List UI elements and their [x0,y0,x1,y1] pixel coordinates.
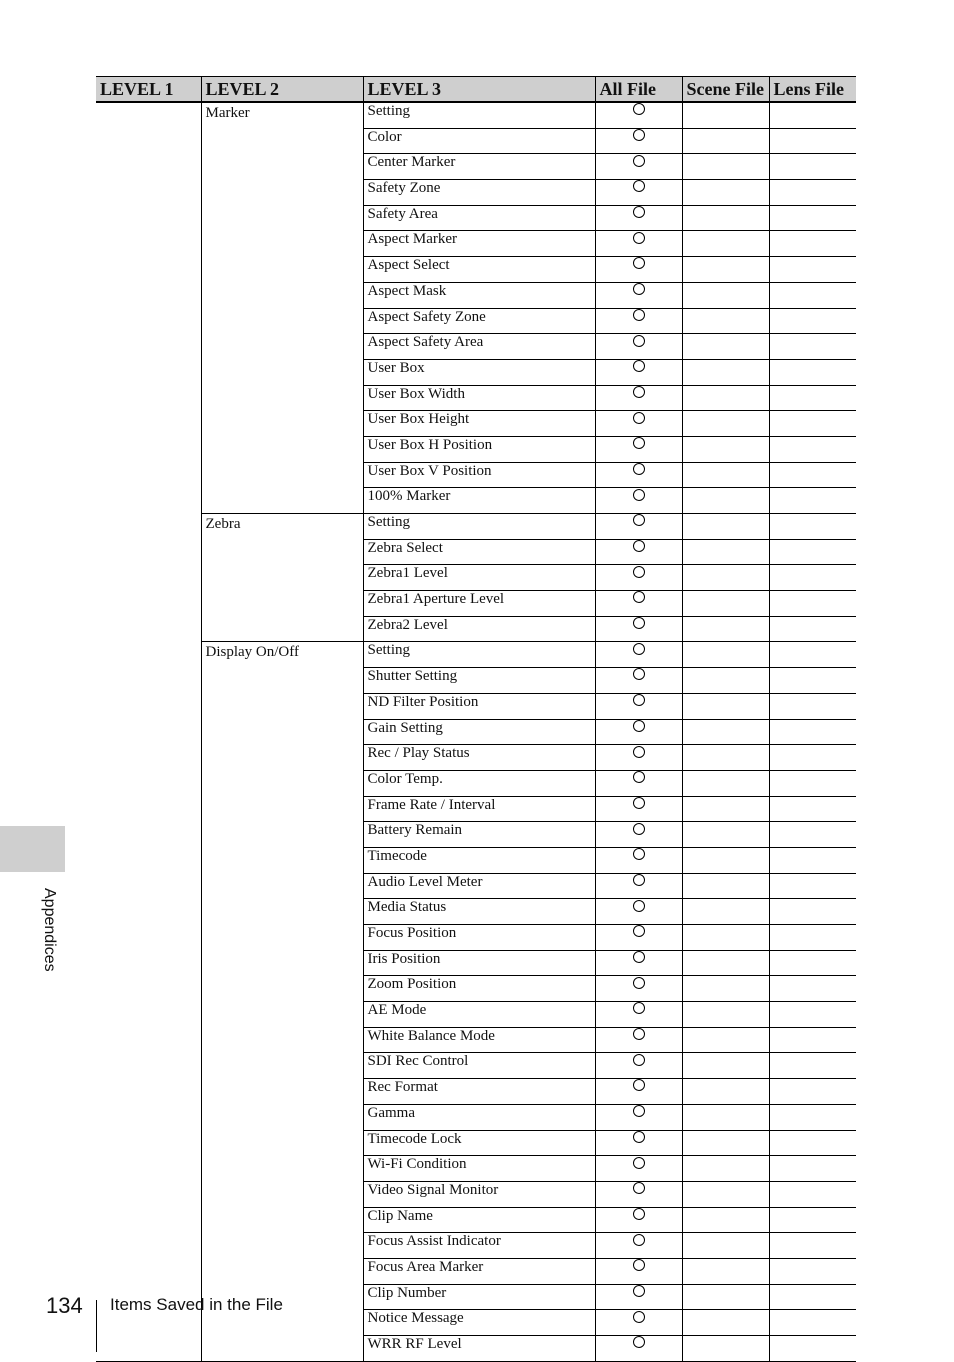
saved-circle-icon [633,771,645,783]
lens-file-cell [769,308,856,334]
level-3-cell: Iris Position [363,950,595,976]
level-3-cell: Focus Assist Indicator [363,1233,595,1259]
all-file-cell [595,436,682,462]
scene-file-cell [682,925,769,951]
all-file-cell [595,1336,682,1362]
all-file-cell [595,642,682,668]
all-file-cell [595,565,682,591]
section-label: Appendices [41,888,58,972]
scene-file-cell [682,950,769,976]
scene-file-cell [682,514,769,540]
lens-file-cell [769,436,856,462]
scene-file-cell [682,1258,769,1284]
scene-file-cell [682,1104,769,1130]
all-file-cell [595,308,682,334]
saved-circle-icon [633,1234,645,1246]
saved-circle-icon [633,335,645,347]
saved-circle-icon [633,823,645,835]
saved-circle-icon [633,591,645,603]
scene-file-cell [682,385,769,411]
lens-file-cell [769,770,856,796]
saved-circle-icon [633,617,645,629]
level-3-cell: Frame Rate / Interval [363,796,595,822]
saved-circle-icon [633,1002,645,1014]
all-file-cell [595,1284,682,1310]
saved-circle-icon [633,1208,645,1220]
level-3-cell: Color [363,128,595,154]
lens-file-cell [769,616,856,642]
header-level-1: LEVEL 1 [96,77,201,103]
lens-file-cell [769,1310,856,1336]
scene-file-cell [682,282,769,308]
level-3-cell: AE Mode [363,1002,595,1028]
lens-file-cell [769,642,856,668]
saved-circle-icon [633,874,645,886]
scene-file-cell [682,591,769,617]
scene-file-cell [682,1027,769,1053]
level-3-cell: Zebra1 Level [363,565,595,591]
all-file-cell [595,1130,682,1156]
scene-file-cell [682,642,769,668]
scene-file-cell [682,1181,769,1207]
all-file-cell [595,411,682,437]
lens-file-cell [769,462,856,488]
saved-circle-icon [633,1079,645,1091]
level-3-cell: User Box V Position [363,462,595,488]
lens-file-cell [769,693,856,719]
level-3-cell: Aspect Marker [363,231,595,257]
saved-circle-icon [633,180,645,192]
level-3-cell: Aspect Safety Zone [363,308,595,334]
scene-file-cell [682,847,769,873]
page-number: 134 [46,1293,83,1318]
all-file-cell [595,385,682,411]
saved-circle-icon [633,977,645,989]
saved-circle-icon [633,694,645,706]
saved-circle-icon [633,232,645,244]
saved-circle-icon [633,360,645,372]
scene-file-cell [682,668,769,694]
level-3-cell: User Box H Position [363,436,595,462]
scene-file-cell [682,1156,769,1182]
all-file-cell [595,514,682,540]
saved-circle-icon [633,951,645,963]
level-1-cell [96,102,201,1361]
level-3-cell: User Box Height [363,411,595,437]
all-file-cell [595,231,682,257]
all-file-cell [595,539,682,565]
table-row [96,514,856,540]
saved-circle-icon [633,309,645,321]
level-3-cell: Zebra1 Aperture Level [363,591,595,617]
all-file-cell [595,205,682,231]
section-tab [0,826,65,872]
lens-file-cell [769,847,856,873]
lens-file-cell [769,1258,856,1284]
lens-file-cell [769,154,856,180]
lens-file-cell [769,128,856,154]
saved-circle-icon [633,514,645,526]
level-3-cell: Gain Setting [363,719,595,745]
saved-circle-icon [633,1157,645,1169]
scene-file-cell [682,1207,769,1233]
saved-circle-icon [633,900,645,912]
lens-file-cell [769,1027,856,1053]
level-3-cell: Safety Area [363,205,595,231]
saved-circle-icon [633,566,645,578]
saved-circle-icon [633,386,645,398]
lens-file-cell [769,950,856,976]
level-3-cell: Shutter Setting [363,668,595,694]
level-3-cell: Setting [363,514,595,540]
level-3-cell: Wi-Fi Condition [363,1156,595,1182]
level-3-cell: Center Marker [363,154,595,180]
lens-file-cell [769,359,856,385]
scene-file-cell [682,822,769,848]
footer-title: Items Saved in the File [110,1295,283,1314]
scene-file-cell [682,565,769,591]
saved-circle-icon [633,1259,645,1271]
saved-circle-icon [633,463,645,475]
level-2-cell: Display On/Off [201,642,363,1361]
scene-file-cell [682,436,769,462]
all-file-cell [595,1156,682,1182]
scene-file-cell [682,462,769,488]
header-lens-file: Lens File [769,77,856,103]
level-3-cell: Aspect Mask [363,282,595,308]
table-row [96,102,856,128]
all-file-cell [595,102,682,128]
saved-circle-icon [633,925,645,937]
scene-file-cell [682,796,769,822]
scene-file-cell [682,128,769,154]
scene-file-cell [682,488,769,514]
level-3-cell: ND Filter Position [363,693,595,719]
lens-file-cell [769,565,856,591]
lens-file-cell [769,1207,856,1233]
saved-circle-icon [633,206,645,218]
lens-file-cell [769,745,856,771]
lens-file-cell [769,488,856,514]
lens-file-cell [769,257,856,283]
saved-circle-icon [633,257,645,269]
scene-file-cell [682,745,769,771]
lens-file-cell [769,1079,856,1105]
scene-file-cell [682,539,769,565]
level-3-cell: Setting [363,642,595,668]
scene-file-cell [682,154,769,180]
level-3-cell: Media Status [363,899,595,925]
saved-circle-icon [633,1131,645,1143]
all-file-cell [595,1079,682,1105]
level-3-cell: Audio Level Meter [363,873,595,899]
scene-file-cell [682,976,769,1002]
all-file-cell [595,257,682,283]
scene-file-cell [682,770,769,796]
saved-circle-icon [633,1105,645,1117]
lens-file-cell [769,1130,856,1156]
level-3-cell: Rec Format [363,1079,595,1105]
level-3-cell: Clip Number [363,1284,595,1310]
scene-file-cell [682,308,769,334]
saved-circle-icon [633,129,645,141]
table-row [96,642,856,668]
lens-file-cell [769,1181,856,1207]
all-file-cell [595,1104,682,1130]
scene-file-cell [682,1310,769,1336]
lens-file-cell [769,334,856,360]
scene-file-cell [682,257,769,283]
all-file-cell [595,334,682,360]
all-file-cell [595,1233,682,1259]
level-3-cell: Focus Area Marker [363,1258,595,1284]
level-3-cell: Gamma [363,1104,595,1130]
all-file-cell [595,1258,682,1284]
all-file-cell [595,1027,682,1053]
level-2-cell: Zebra [201,514,363,642]
saved-circle-icon [633,1285,645,1297]
table-header-row [96,77,856,103]
header-scene-file: Scene File [682,77,769,103]
lens-file-cell [769,1002,856,1028]
level-3-cell: Rec / Play Status [363,745,595,771]
all-file-cell [595,745,682,771]
settings-table [96,76,856,1362]
level-3-cell: Safety Zone [363,180,595,206]
lens-file-cell [769,411,856,437]
scene-file-cell [682,1336,769,1362]
level-3-cell: Aspect Select [363,257,595,283]
all-file-cell [595,359,682,385]
level-3-cell: 100% Marker [363,488,595,514]
saved-circle-icon [633,489,645,501]
saved-circle-icon [633,668,645,680]
all-file-cell [595,976,682,1002]
scene-file-cell [682,411,769,437]
level-3-cell: Zebra2 Level [363,616,595,642]
level-3-cell: User Box [363,359,595,385]
all-file-cell [595,796,682,822]
lens-file-cell [769,925,856,951]
scene-file-cell [682,1130,769,1156]
all-file-cell [595,719,682,745]
scene-file-cell [682,693,769,719]
all-file-cell [595,282,682,308]
lens-file-cell [769,514,856,540]
all-file-cell [595,668,682,694]
level-3-cell: Color Temp. [363,770,595,796]
lens-file-cell [769,976,856,1002]
lens-file-cell [769,899,856,925]
saved-circle-icon [633,746,645,758]
scene-file-cell [682,205,769,231]
scene-file-cell [682,359,769,385]
level-3-cell: White Balance Mode [363,1027,595,1053]
lens-file-cell [769,205,856,231]
scene-file-cell [682,180,769,206]
lens-file-cell [769,873,856,899]
all-file-cell [595,128,682,154]
all-file-cell [595,1002,682,1028]
saved-circle-icon [633,103,645,115]
lens-file-cell [769,668,856,694]
lens-file-cell [769,1053,856,1079]
saved-circle-icon [633,1311,645,1323]
footer-divider [96,1300,97,1352]
level-3-cell: Timecode [363,847,595,873]
scene-file-cell [682,873,769,899]
all-file-cell [595,616,682,642]
lens-file-cell [769,1104,856,1130]
saved-circle-icon [633,540,645,552]
all-file-cell [595,847,682,873]
all-file-cell [595,693,682,719]
saved-circle-icon [633,1336,645,1348]
lens-file-cell [769,591,856,617]
saved-circle-icon [633,1054,645,1066]
saved-circle-icon [633,1028,645,1040]
lens-file-cell [769,385,856,411]
all-file-cell [595,950,682,976]
scene-file-cell [682,1002,769,1028]
all-file-cell [595,770,682,796]
level-3-cell: Zoom Position [363,976,595,1002]
lens-file-cell [769,822,856,848]
lens-file-cell [769,796,856,822]
header-level-3: LEVEL 3 [363,77,595,103]
saved-circle-icon [633,412,645,424]
lens-file-cell [769,719,856,745]
scene-file-cell [682,1079,769,1105]
saved-circle-icon [633,437,645,449]
all-file-cell [595,591,682,617]
level-3-cell: WRR RF Level [363,1336,595,1362]
all-file-cell [595,180,682,206]
saved-circle-icon [633,643,645,655]
all-file-cell [595,873,682,899]
scene-file-cell [682,102,769,128]
lens-file-cell [769,1336,856,1362]
lens-file-cell [769,539,856,565]
all-file-cell [595,1181,682,1207]
scene-file-cell [682,616,769,642]
scene-file-cell [682,899,769,925]
level-3-cell: User Box Width [363,385,595,411]
level-3-cell: Notice Message [363,1310,595,1336]
lens-file-cell [769,231,856,257]
scene-file-cell [682,1284,769,1310]
saved-circle-icon [633,797,645,809]
level-3-cell: Aspect Safety Area [363,334,595,360]
all-file-cell [595,1310,682,1336]
all-file-cell [595,1207,682,1233]
lens-file-cell [769,282,856,308]
saved-circle-icon [633,155,645,167]
all-file-cell [595,822,682,848]
saved-circle-icon [633,1182,645,1194]
level-3-cell: Focus Position [363,925,595,951]
level-3-cell: Zebra Select [363,539,595,565]
saved-circle-icon [633,283,645,295]
lens-file-cell [769,180,856,206]
all-file-cell [595,925,682,951]
lens-file-cell [769,102,856,128]
all-file-cell [595,899,682,925]
all-file-cell [595,1053,682,1079]
scene-file-cell [682,1233,769,1259]
level-3-cell: Clip Name [363,1207,595,1233]
scene-file-cell [682,1053,769,1079]
level-2-cell: Marker [201,102,363,514]
level-3-cell: Video Signal Monitor [363,1181,595,1207]
scene-file-cell [682,719,769,745]
level-3-cell: SDI Rec Control [363,1053,595,1079]
level-3-cell: Setting [363,102,595,128]
all-file-cell [595,488,682,514]
saved-circle-icon [633,848,645,860]
lens-file-cell [769,1156,856,1182]
scene-file-cell [682,334,769,360]
all-file-cell [595,154,682,180]
all-file-cell [595,462,682,488]
level-3-cell: Timecode Lock [363,1130,595,1156]
lens-file-cell [769,1233,856,1259]
lens-file-cell [769,1284,856,1310]
header-all-file: All File [595,77,682,103]
saved-circle-icon [633,720,645,732]
scene-file-cell [682,231,769,257]
level-3-cell: Battery Remain [363,822,595,848]
header-level-2: LEVEL 2 [201,77,363,103]
